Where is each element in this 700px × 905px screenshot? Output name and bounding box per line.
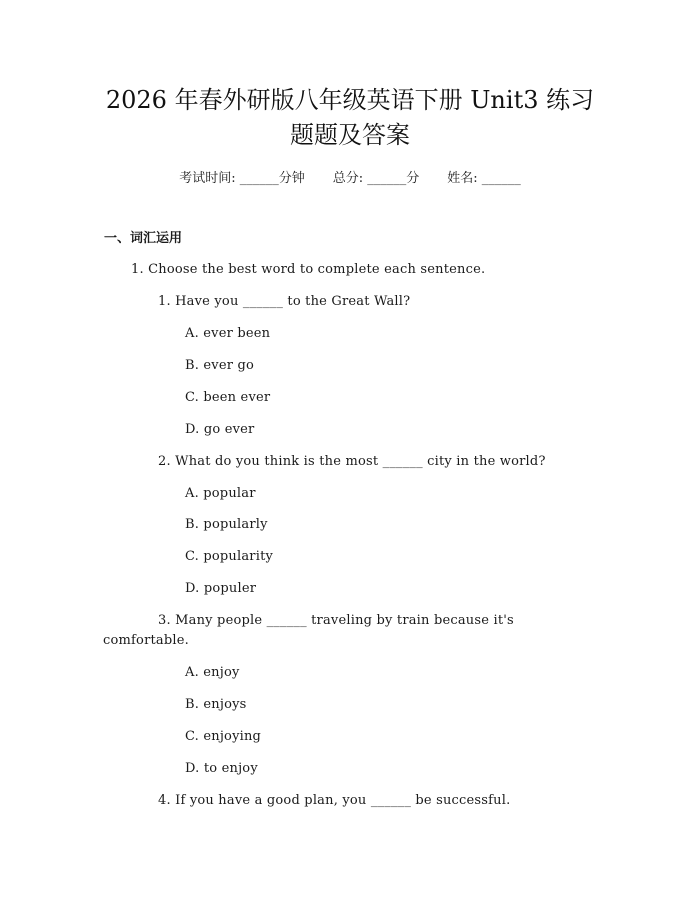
question-2-option-c: C. popularity: [185, 549, 274, 564]
question-2-option-d: D. populer: [185, 581, 257, 596]
question-4-stem: 4. If you have a good plan, you ______ be successful.: [158, 793, 511, 808]
section-heading: 一、词汇运用: [104, 231, 183, 246]
exam-meta: [0, 170, 700, 188]
question-2-stem: 2. What do you think is the most ______ city in the world?: [158, 454, 546, 469]
question-3-option-a: A. enjoy: [185, 665, 240, 680]
page-title-line2: 题题及答案: [290, 121, 410, 149]
question-2-option-b: B. popularly: [185, 517, 268, 532]
question-2-option-a: A. popular: [185, 486, 256, 501]
question-3-option-b: B. enjoys: [185, 697, 247, 712]
question-1-option-a: A. ever been: [185, 326, 271, 341]
page-title-line1: 2026 年春外研版八年级英语下册 Unit3 练习: [105, 86, 595, 114]
question-3-stem-line1: 3. Many people ______ traveling by train because it's: [158, 613, 514, 628]
question-3-option-d: D. to enjoy: [185, 761, 258, 776]
student-name-field: 姓名: ______: [447, 171, 521, 186]
question-1-stem: 1. Have you ______ to the Great Wall?: [158, 294, 411, 309]
question-1-option-d: D. go ever: [185, 422, 255, 437]
question-3-option-c: C. enjoying: [185, 729, 262, 744]
exam-time-field: 考试时间: ______分钟: [179, 171, 305, 186]
question-1-option-c: C. been ever: [185, 390, 271, 405]
total-score-field: 总分: ______分: [332, 171, 420, 186]
question-3-stem-line2: comfortable.: [103, 633, 189, 648]
question-1-option-b: B. ever go: [185, 358, 255, 373]
section-instruction: 1. Choose the best word to complete each sentence.: [131, 262, 486, 277]
